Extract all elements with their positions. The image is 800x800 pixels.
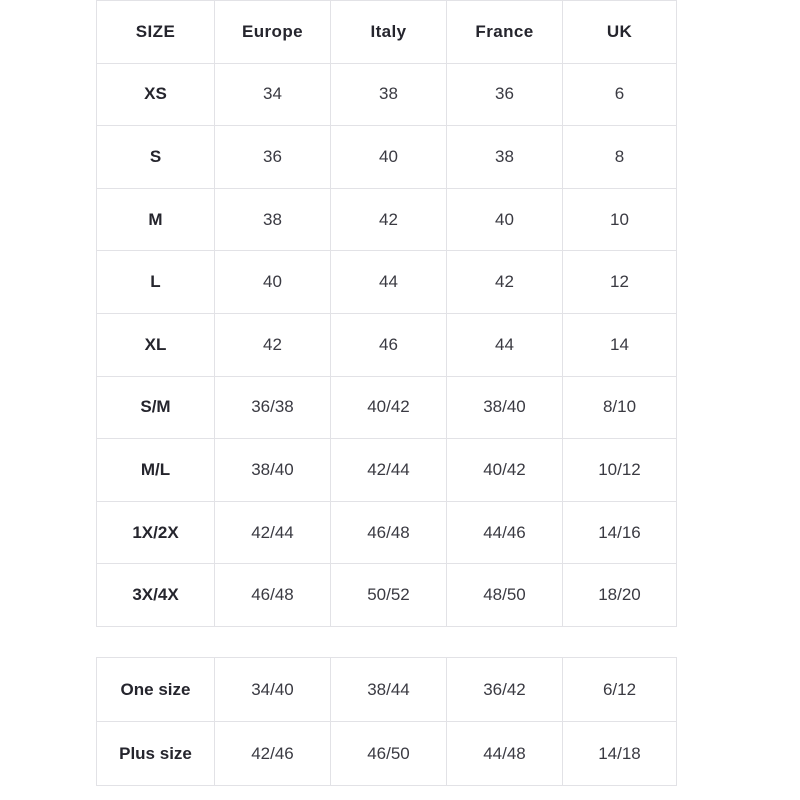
uk-value: 10/12 — [563, 439, 677, 502]
italy-value: 40/42 — [331, 376, 447, 439]
uk-value: 12 — [563, 251, 677, 314]
italy-value: 38 — [331, 63, 447, 126]
uk-value: 14/18 — [563, 722, 677, 786]
table-row — [97, 722, 677, 786]
table-header-row — [97, 1, 677, 64]
size-label: 1X/2X — [97, 501, 215, 564]
size-label: M — [97, 188, 215, 251]
italy-value: 40 — [331, 126, 447, 189]
size-label: 3X/4X — [97, 564, 215, 627]
italy-value: 44 — [331, 251, 447, 314]
table-row — [97, 63, 677, 126]
table-body — [97, 63, 677, 626]
column-header-italy: Italy — [331, 1, 447, 64]
uk-value: 6/12 — [563, 658, 677, 722]
italy-value: 42 — [331, 188, 447, 251]
europe-value: 38/40 — [215, 439, 331, 502]
size-label: XL — [97, 313, 215, 376]
size-label: S/M — [97, 376, 215, 439]
table-row — [97, 313, 677, 376]
table-header — [97, 1, 677, 64]
size-label: L — [97, 251, 215, 314]
france-value: 36 — [447, 63, 563, 126]
europe-value: 40 — [215, 251, 331, 314]
column-header-france: France — [447, 1, 563, 64]
europe-value: 34 — [215, 63, 331, 126]
table-row — [97, 376, 677, 439]
europe-value: 38 — [215, 188, 331, 251]
size-label: One size — [97, 658, 215, 722]
table-row — [97, 658, 677, 722]
table-row — [97, 564, 677, 627]
france-value: 36/42 — [447, 658, 563, 722]
uk-value: 18/20 — [563, 564, 677, 627]
france-value: 40 — [447, 188, 563, 251]
table-row — [97, 501, 677, 564]
france-value: 38 — [447, 126, 563, 189]
europe-value: 42 — [215, 313, 331, 376]
italy-value: 46/50 — [331, 722, 447, 786]
size-conversion-table — [96, 0, 677, 627]
france-value: 40/42 — [447, 439, 563, 502]
europe-value: 42/46 — [215, 722, 331, 786]
europe-value: 36 — [215, 126, 331, 189]
table-row — [97, 251, 677, 314]
table-row — [97, 439, 677, 502]
one-size-table-container — [96, 657, 676, 786]
table-row — [97, 126, 677, 189]
italy-value: 42/44 — [331, 439, 447, 502]
france-value: 44/48 — [447, 722, 563, 786]
france-value: 38/40 — [447, 376, 563, 439]
italy-value: 46 — [331, 313, 447, 376]
column-header-size: SIZE — [97, 1, 215, 64]
size-conversion-table-container — [96, 0, 676, 627]
uk-value: 14/16 — [563, 501, 677, 564]
france-value: 42 — [447, 251, 563, 314]
europe-value: 36/38 — [215, 376, 331, 439]
table-body — [97, 658, 677, 786]
uk-value: 8 — [563, 126, 677, 189]
uk-value: 8/10 — [563, 376, 677, 439]
italy-value: 46/48 — [331, 501, 447, 564]
uk-value: 14 — [563, 313, 677, 376]
france-value: 44/46 — [447, 501, 563, 564]
france-value: 48/50 — [447, 564, 563, 627]
italy-value: 38/44 — [331, 658, 447, 722]
europe-value: 34/40 — [215, 658, 331, 722]
europe-value: 42/44 — [215, 501, 331, 564]
size-label: Plus size — [97, 722, 215, 786]
italy-value: 50/52 — [331, 564, 447, 627]
uk-value: 6 — [563, 63, 677, 126]
column-header-europe: Europe — [215, 1, 331, 64]
uk-value: 10 — [563, 188, 677, 251]
france-value: 44 — [447, 313, 563, 376]
size-label: XS — [97, 63, 215, 126]
table-row — [97, 188, 677, 251]
size-label: S — [97, 126, 215, 189]
size-label: M/L — [97, 439, 215, 502]
column-header-uk: UK — [563, 1, 677, 64]
one-size-table — [96, 657, 677, 786]
europe-value: 46/48 — [215, 564, 331, 627]
